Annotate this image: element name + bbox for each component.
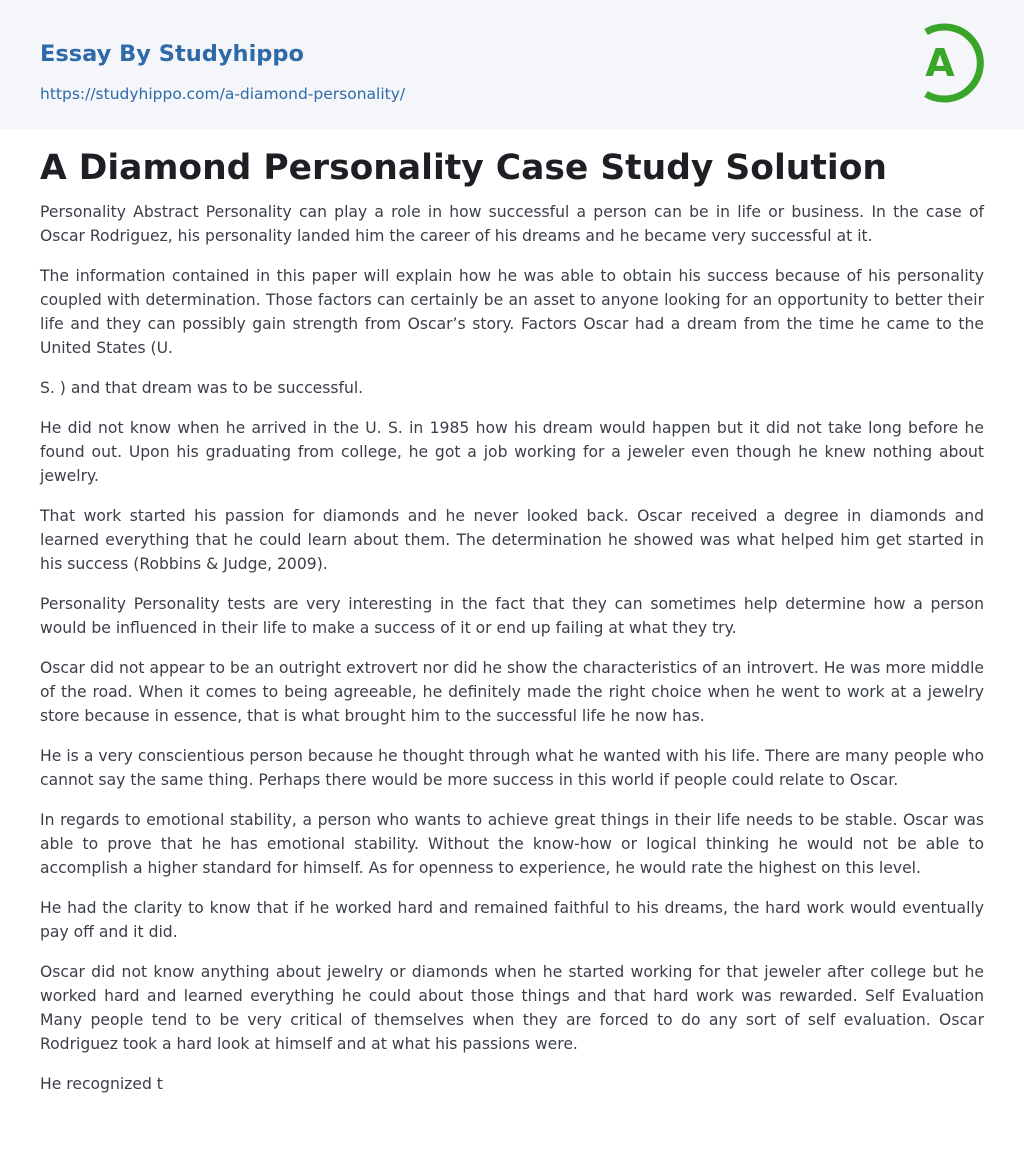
paragraph: That work started his passion for diamonds and he never looked back. Oscar received a degree in diamonds and learned everything that he could learn about them. The determination he showed was what helped him get started in his success (Robbins & Judge, 2009). [40,507,984,573]
page-title: A Diamond Personality Case Study Solution [40,148,887,188]
site-brand[interactable]: Essay By Studyhippo [40,41,304,67]
paragraph: The information contained in this paper will explain how he was able to obtain his success because of his personality coupled with determination. Those factors can certainly be an asset to anyone looking for an opportunity to better their life and they can possibly gain strength from Oscar’s story. Factors Oscar had a dream from the time he came to the United States (U. [40,267,984,357]
paragraph: S. ) and that dream was to be successful. [40,379,364,397]
paragraph: He recognized t [40,1075,163,1093]
paragraph: Oscar did not appear to be an outright extrovert nor did he show the characteristics of an introvert. He was more middle of the road. When it comes to being agreeable, he definitely made the right choice when he went to work at a jewelry store because in essence, that is what brought him to the successful life he now has. [40,659,984,725]
logo-letter: A [925,41,955,85]
paragraph: In regards to emotional stability, a person who wants to achieve great things in their life needs to be stable. Oscar was able to prove that he has emotional stability. Without the know-how or logical thinking he would not be able to accomplish a higher standard for himself. As for openness to experience, he would rate the highest on this level. [40,811,984,877]
paragraph: Personality Personality tests are very interesting in the fact that they can sometimes help determine how a person would be influenced in their life to make a success of it or end up failing at what they try. [40,595,984,637]
paragraph: Oscar did not know anything about jewelry or diamonds when he started working for that jeweler after college but he worked hard and learned everything he could about those things and that hard work was rewarded. Self Evaluation Many people tend to be very critical of themselves when they are forced to do any sort of self evaluation. Oscar Rodriguez took a hard look at himself and at what his passions were. [40,963,984,1053]
paragraph: He did not know when he arrived in the U. S. in 1985 how his dream would happen but it did not take long before he found out. Upon his graduating from college, he got a job working for a jeweler even though he knew nothing about jewelry. [40,419,984,485]
essay-url-link[interactable]: https://studyhippo.com/a-diamond-personality/ [40,85,406,103]
paragraph: He is a very conscientious person because he thought through what he wanted with his life. There are many people who cannot say the same thing. Perhaps there would be more success in this world if people could relate to Oscar. [40,747,984,789]
paragraph: Personality Abstract Personality can play a role in how successful a person can be in life or business. In the case of Oscar Rodriguez, his personality landed him the career of his dreams and he became very successful at it. [40,203,984,245]
studyhippo-logo-icon[interactable] [910,18,988,108]
article-body [40,200,984,1112]
paragraph: He had the clarity to know that if he worked hard and remained faithful to his dreams, the hard work would eventually pay off and it did. [40,899,984,941]
